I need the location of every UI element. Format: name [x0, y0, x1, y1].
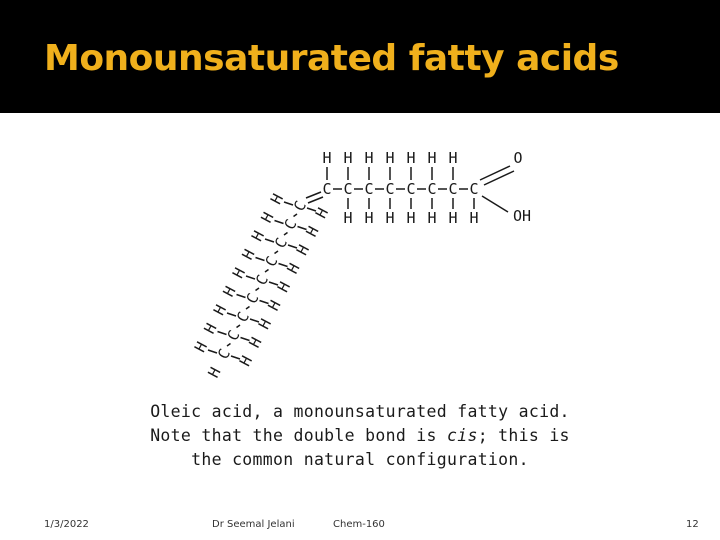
hydrogen-atom: H	[385, 149, 395, 167]
double-bond-lower	[308, 197, 323, 203]
caption-line-2	[150, 424, 570, 448]
hydrogen-atom: H	[228, 264, 250, 282]
hydrogen-atom: H	[406, 209, 416, 227]
single-bond	[237, 325, 241, 328]
carbon-atom: C	[223, 327, 244, 344]
hydrogen-atom: H	[343, 209, 353, 227]
carbon-atom: C	[469, 180, 479, 198]
single-bond	[227, 344, 231, 347]
hydrogen-atom: H	[385, 209, 395, 227]
hydrogen-atom: H	[469, 209, 479, 227]
hydrogen-atom: H	[200, 320, 221, 337]
carbon-atom: C	[251, 271, 273, 289]
single-bond	[294, 214, 298, 217]
carbon-atom: C	[322, 180, 332, 198]
title-bar	[0, 0, 720, 113]
oxygen-atom: O	[513, 149, 523, 167]
single-bond	[256, 288, 260, 291]
caption-cis-term: cis	[446, 426, 478, 445]
hydrogen-atom: H	[292, 241, 314, 259]
hydrogen-atom: H	[204, 364, 225, 381]
hydrogen-atom: H	[364, 149, 374, 167]
hydrogen-atom: H	[219, 283, 240, 300]
hydrogen-atom: H	[257, 209, 278, 226]
hydrogen-atom: H	[302, 223, 323, 240]
carbon-atom: C	[385, 180, 395, 198]
carbon-atom: C	[343, 180, 353, 198]
single-bond	[482, 196, 508, 212]
hydrogen-atom: H	[448, 149, 458, 167]
oleic-acid-structure	[150, 140, 570, 390]
hydrogen-atom: H	[406, 149, 416, 167]
carbon-atom: C	[406, 180, 416, 198]
hydrogen-atom: H	[190, 338, 212, 356]
carbon-atom: C	[427, 180, 437, 198]
double-bond-upper	[480, 166, 510, 180]
carbon-atom: C	[213, 345, 235, 363]
footer-page-number: 12	[686, 519, 699, 530]
carbon-atom: C	[364, 180, 374, 198]
carbon-atom: C	[270, 234, 292, 252]
single-bond	[265, 270, 269, 273]
carbon-atom: C	[261, 253, 282, 270]
footer-date: 1/3/2022	[44, 519, 89, 530]
double-bond-upper	[306, 192, 321, 198]
oleic-acid-figure	[150, 140, 570, 480]
caption-line-2-start: Note that the double bond is	[150, 426, 447, 445]
double-bond-lower	[484, 171, 514, 185]
hydrogen-atom: H	[364, 209, 374, 227]
hydrogen-atom: H	[311, 204, 333, 222]
hydrogen-atom: H	[238, 246, 259, 263]
single-bond	[284, 233, 288, 236]
slide-title: Monounsaturated fatty acids	[44, 38, 619, 79]
hydrogen-atom: H	[322, 149, 332, 167]
hydrogen-atom: H	[245, 334, 266, 351]
hydrogen-atom: H	[235, 352, 257, 370]
carbon-atom: C	[280, 216, 301, 233]
hydrogen-atom: H	[254, 315, 276, 333]
single-bond	[275, 251, 279, 254]
caption-line-2-end: ; this is	[477, 426, 570, 445]
carbon-atom: C	[448, 180, 458, 198]
hydrogen-atom: H	[266, 190, 288, 208]
hydrogen-atom: H	[283, 260, 304, 277]
hydrogen-atom: H	[427, 209, 437, 227]
caption-line-3: the common natural configuration.	[191, 450, 529, 469]
caption-line-1: Oleic acid, a monounsaturated fatty acid.	[150, 402, 570, 421]
hydrogen-atom: H	[343, 149, 353, 167]
footer-author: Dr Seemal Jelani	[212, 519, 295, 530]
footer-course: Chem-160	[333, 519, 385, 530]
hydrogen-atom: H	[273, 278, 295, 296]
hydrogen-atom: H	[448, 209, 458, 227]
carbon-atom: C	[289, 197, 311, 215]
single-bond	[246, 307, 250, 310]
carbon-atom: C	[232, 308, 254, 326]
carbon-atom: C	[242, 290, 263, 307]
hydrogen-atom: H	[427, 149, 437, 167]
hydrogen-atom: H	[264, 297, 285, 314]
hydrogen-atom: H	[247, 227, 269, 245]
figure-caption	[150, 400, 570, 472]
hydroxyl-group: OH	[512, 207, 532, 225]
hydrogen-atom: H	[209, 301, 231, 319]
